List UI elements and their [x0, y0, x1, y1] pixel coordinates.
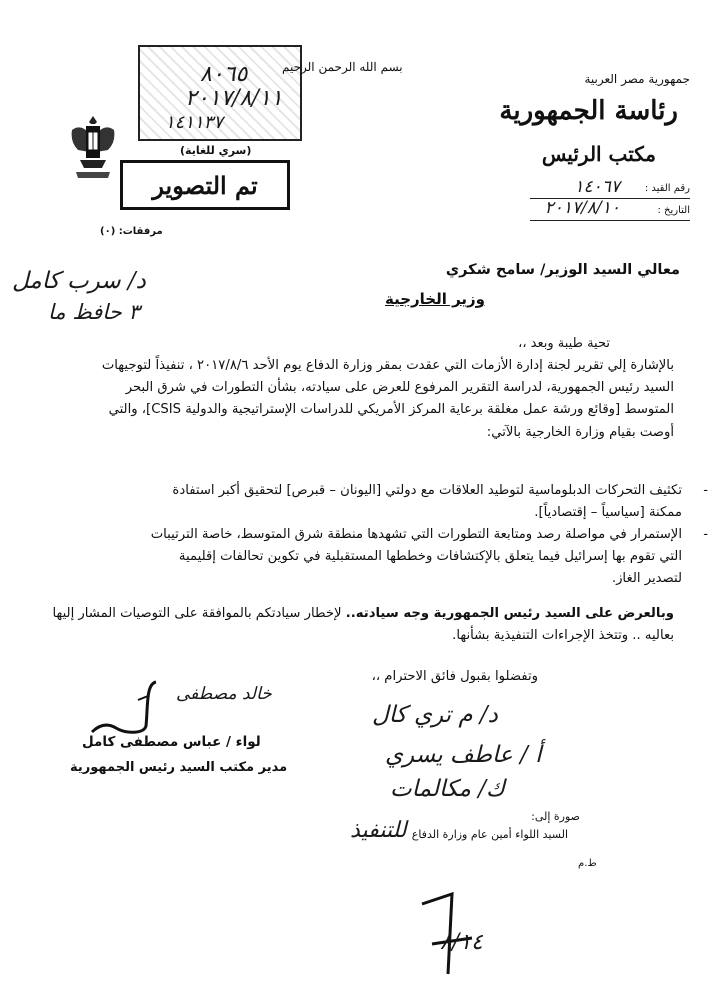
date-label: التاريخ :	[657, 205, 690, 216]
margin-note-line-1: د/ سرب كامل	[12, 268, 146, 294]
registry-number-2: ١٤١١٣٧	[165, 112, 224, 133]
handwritten-note-line-2: أ / عاطف يسري	[385, 742, 542, 768]
handwritten-note-line-3: ك/ مكالمات	[390, 776, 506, 802]
date-underline	[530, 220, 690, 221]
eagle-emblem-icon	[66, 112, 120, 182]
reference-number: ١٤٠٦٧	[574, 177, 620, 197]
closing-bold-text: وبالعرض على السيد رئيس الجمهورية وجه سيادته..	[345, 606, 674, 621]
regards: وتفضلوا بقبول فائق الاحترام ،،	[371, 669, 538, 684]
classification-label: (سري للغاية)	[180, 144, 252, 157]
header-country: جمهورية مصر العربية	[584, 72, 690, 86]
bullet-dash-icon: -	[703, 483, 708, 498]
recommendation-item	[144, 524, 708, 591]
signatory-name: لواء / عباس مصطفى كامل	[82, 734, 261, 750]
document-date: ٢٠١٧/٨/١٠	[544, 198, 620, 218]
basmala: بسم الله الرحمن الرحيم	[282, 60, 403, 74]
handwritten-signature: خالد مصطفى	[176, 684, 272, 704]
recommendation-text: تكثيف التحركات الدبلوماسية لتوطيد العلاقات مع دولتي [اليونان – قبرص] لتحقيق أكبر استفادة ممكنة [سياسياً – إقتصادياً].	[172, 483, 682, 521]
closing-text: لإخطار سيادتكم بالموافقة على التوصيات المشار إليها بعاليه .. وتتخذ الإجراءات التنفيذية بشأنها.	[52, 606, 674, 644]
handwritten-note-line-4: للتنفيذ	[350, 818, 407, 843]
handwritten-note-line-1: د/ م تري كال	[372, 702, 498, 728]
photographed-stamp: تم التصوير	[120, 160, 290, 210]
attachments-label: مرفقات: (٠)	[100, 226, 163, 237]
copy-to-label: صورة إلى:	[531, 810, 580, 823]
signature-scribble-icon	[86, 676, 166, 740]
recommendation-item	[144, 480, 708, 524]
closing-paragraph	[26, 603, 674, 647]
copy-recipient: السيد اللواء أمين عام وزارة الدفاع	[411, 828, 568, 841]
signatory-title: مدير مكتب السيد رئيس الجمهورية	[70, 760, 288, 775]
addressee-name: معالي السيد الوزير/ سامح شكري	[445, 262, 680, 278]
handwritten-date: ٨/١٤	[440, 930, 483, 955]
registry-number-1: ٨٠٦٥	[200, 62, 248, 87]
body-paragraph: بالإشارة إلي تقرير لجنة إدارة الأزمات التي عقدت بمقر وزارة الدفاع يوم الأحد ٢٠١٧/٨/٦ ، تنفيذاً لتوجيهات السيد رئيس الجمهورية، لدراسة التقرير المرفوع للعرض على سيادته، بشأن التطورات في شرق البحر المتوسط [وقائع ورشة عمل مغلقة برعاية المركز الأمريكي للدراسات الإستراتيجية والدولية CSIS]، والتي أوصت بقيام وزارة الخارجية بالآتي:	[101, 358, 674, 440]
margin-note-line-2: ٣ حافظ ما	[48, 300, 140, 324]
reference-label: رقم القيد :	[644, 183, 690, 194]
registry-date: ٢٠١٧/٨/١١	[185, 86, 283, 111]
header-office: مكتب الرئيس	[541, 142, 656, 166]
typist-mark: ط.م	[578, 858, 597, 869]
header-presidency: رئاسة الجمهورية	[499, 96, 678, 126]
addressee-title: وزير الخارجية	[384, 290, 485, 308]
greeting: تحية طيبة وبعد ،،	[518, 336, 610, 351]
bullet-dash-icon: -	[703, 527, 708, 542]
recommendation-text: الإستمرار في مواصلة رصد ومتابعة التطورات التي تشهدها منطقة شرق المتوسط، خاصة الترتيبات التي تقوم بها إسرائيل فيما يتعلق بالإكتشافات وخططها المستقبلية في تكوين تحالفات إقليمية لتصدير الغاز.	[150, 527, 682, 587]
